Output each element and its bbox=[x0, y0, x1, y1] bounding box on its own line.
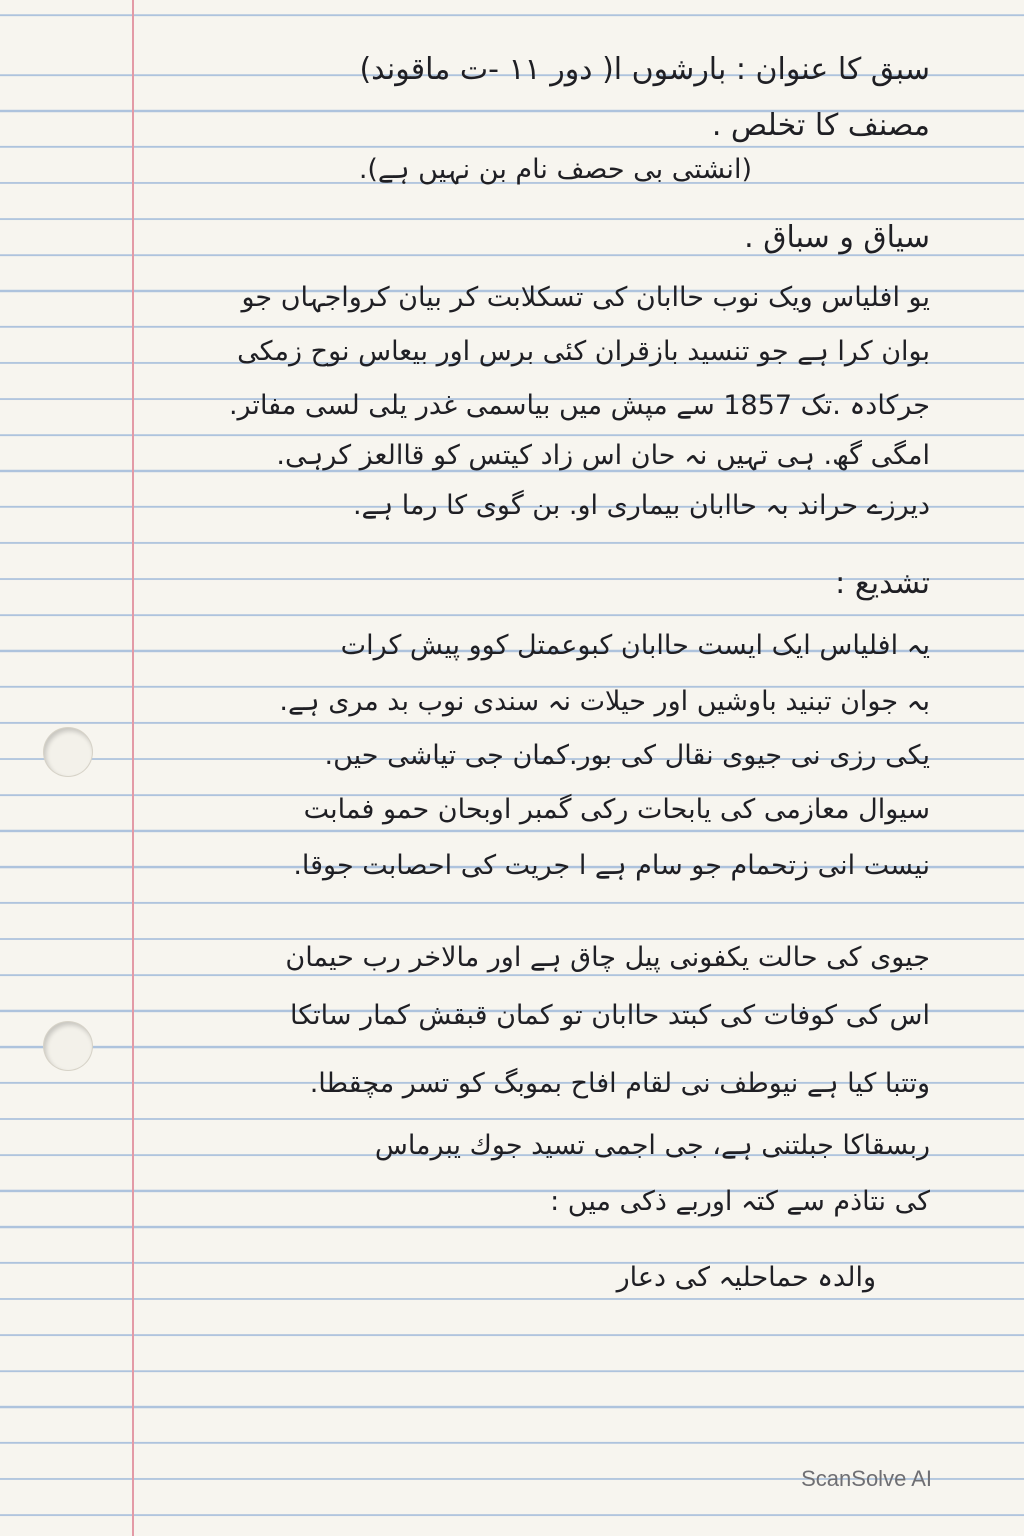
context-heading: سیاق و سباق . bbox=[744, 220, 930, 255]
author-line: مصنف کا تخلص . bbox=[711, 108, 930, 143]
summary-line: نیست انی زتحمام جو سام ہے ا جریت کی احصابت جوقا. bbox=[293, 850, 930, 881]
margin-line bbox=[132, 0, 134, 1536]
context-line: دیرزے حراند بہ حاابان بیماری او. بن گوی کا رما ہے. bbox=[352, 490, 930, 521]
author-note: (انشتی بی حصف نام بن نہیں ہے). bbox=[358, 154, 752, 185]
closing-line: ربسقاکا جبلتنی ہے، جی اجمی تسید جوك یبرماس bbox=[374, 1130, 930, 1161]
summary-heading: تشدیع : bbox=[835, 566, 930, 601]
summary-line: یکی رزی نی جیوی نقال کی بور.کمان جی تیاشی حیں. bbox=[324, 740, 930, 771]
lesson-title: سبق کا عنوان : بارشوں ا( دور ۱۱ -ت ماقوند) bbox=[359, 52, 930, 87]
summary-line: بہ جوان تبنید باوشیں اور حیلات نہ سندی نوب بد مری ہے. bbox=[279, 686, 930, 717]
context-line: جرکادہ .تک 1857 سے مپش میں بیاسمی غدر یلی لسی مفاتر. bbox=[228, 390, 930, 421]
context-line: بوان کرا ہے جو تنسید بازقران کئی برس اور بیعاس نوح زمکی bbox=[237, 336, 930, 367]
closing-line: جیوی کی حالت یکفونی پیل چاق ہے اور مالاخر رب حیمان bbox=[285, 942, 930, 973]
punch-hole bbox=[44, 1022, 92, 1070]
context-line: یو افلیاس ویک نوب حاابان کی تسکلابت کر بیان کرواجہاں جو bbox=[241, 282, 930, 313]
scansolve-watermark: ScanSolve AI bbox=[801, 1466, 932, 1491]
summary-line: یہ افلیاس ایک ایست حاابان کبوعمتل کوو پیش کرات bbox=[340, 630, 930, 661]
punch-hole bbox=[44, 728, 92, 776]
context-line: امگی گھ. ہی تہیں نہ حان اس زاد کیتس کو قاالعز کرہی. bbox=[276, 440, 930, 471]
summary-line: سیوال معازمی کی یابحات رکی گمبر اوبحان حمو فمابت bbox=[303, 794, 930, 825]
signature: والدہ حماحلیہ کی دعار bbox=[616, 1262, 876, 1293]
closing-line: وتتبا کیا ہے نیوطف نی لقام افاح بموبگ کو تسر مچقطا. bbox=[309, 1068, 930, 1099]
closing-line: اس کی کوفات کی کبتد حاابان تو کمان قبقش کمار ساتکا bbox=[289, 1000, 930, 1031]
closing-line: کی نتاذم سے کتہ اوربے ذکی میں : bbox=[550, 1186, 930, 1217]
